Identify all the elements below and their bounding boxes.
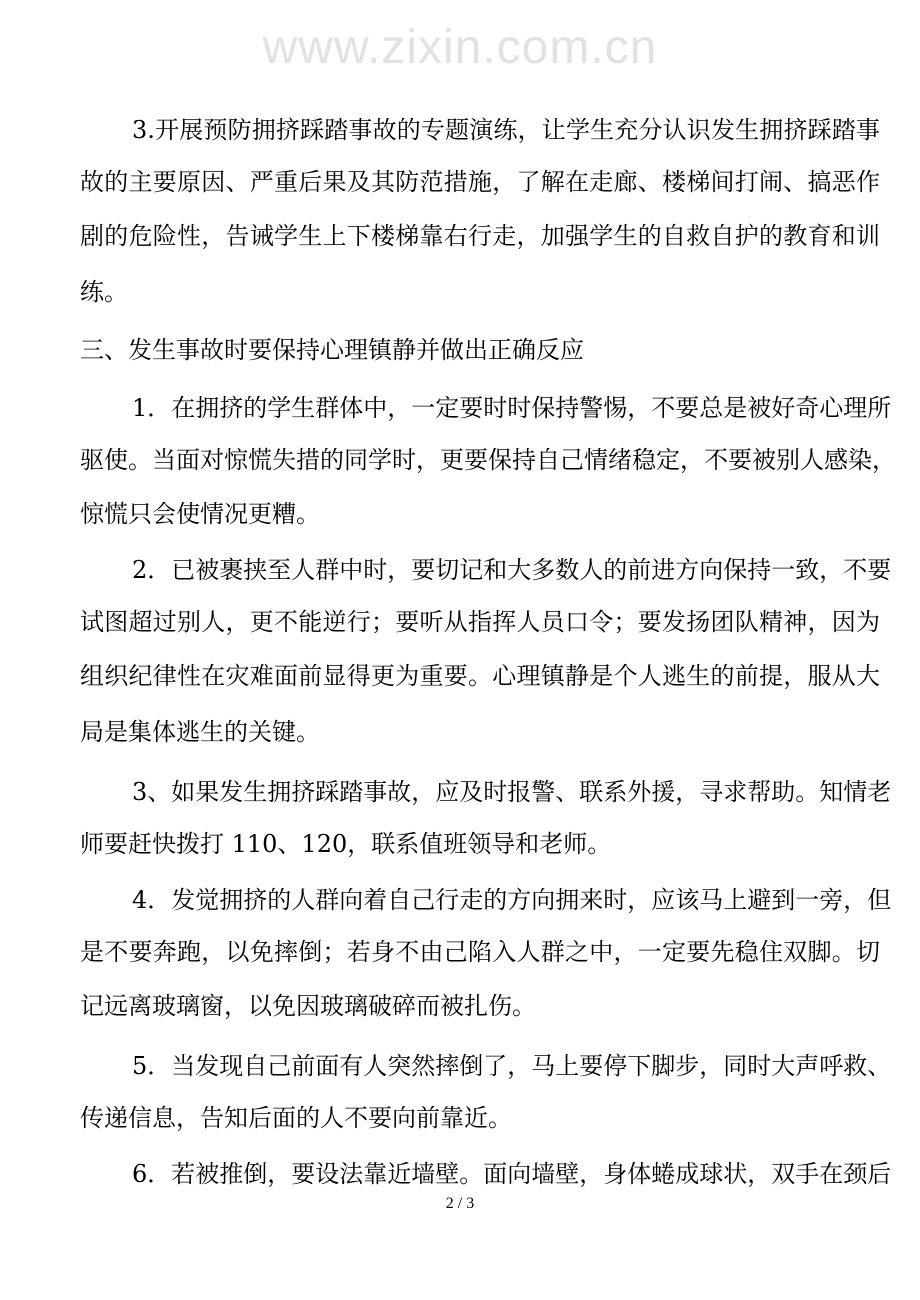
paragraph-line: 记远离玻璃窗，以免因玻璃破碎而被扎伤。 xyxy=(80,992,536,1020)
paragraph-line: 2．已被裹挟至人群中时，要切记和大多数人的前进方向保持一致，不要 xyxy=(132,556,892,584)
paragraph-line: 惊慌只会使情况更糟。 xyxy=(80,500,320,528)
paragraph-line: 局是集体逃生的关键。 xyxy=(80,718,320,746)
paragraph-line: 6．若被推倒，要设法靠近墙壁。面向墙壁，身体蜷成球状，双手在颈后 xyxy=(132,1160,892,1188)
paragraph-line: 练。 xyxy=(80,278,128,306)
paragraph-line: 师要赶快拨打 110、120，联系值班领导和老师。 xyxy=(80,830,612,858)
paragraph-line: 3、如果发生拥挤踩踏事故，应及时报警、联系外援，寻求帮助。知情老 xyxy=(132,778,892,806)
section-heading: 三、发生事故时要保持心理镇静并做出正确反应 xyxy=(80,336,584,364)
paragraph-line: 传递信息，告知后面的人不要向前靠近。 xyxy=(80,1104,512,1132)
paragraph-line: 故的主要原因、严重后果及其防范措施，了解在走廊、楼梯间打闹、搞恶作 xyxy=(80,168,880,196)
paragraph-line: 试图超过别人，更不能逆行；要听从指挥人员口令；要发扬团队精神，因为 xyxy=(80,608,880,636)
watermark: www.zixin.com.cn xyxy=(262,21,658,74)
paragraph-line: 1．在拥挤的学生群体中，一定要时时保持警惕，不要总是被好奇心理所 xyxy=(132,394,892,422)
paragraph-line: 剧的危险性，告诫学生上下楼梯靠右行走，加强学生的自救自护的教育和训 xyxy=(80,222,880,250)
paragraph-line: 3.开展预防拥挤踩踏事故的专题演练，让学生充分认识发生拥挤踩踏事 xyxy=(132,116,880,144)
page-number: 2 / 3 xyxy=(445,1195,475,1212)
paragraph-line: 5．当发现自己前面有人突然摔倒了，马上要停下脚步，同时大声呼救、 xyxy=(132,1052,892,1080)
paragraph-line: 驱使。当面对惊慌失措的同学时，更要保持自己情绪稳定，不要被别人感染， xyxy=(80,446,896,474)
paragraph-line: 组织纪律性在灾难面前显得更为重要。心理镇静是个人逃生的前提，服从大 xyxy=(80,662,880,690)
paragraph-line: 4．发觉拥挤的人群向着自己行走的方向拥来时，应该马上避到一旁，但 xyxy=(132,886,892,914)
paragraph-line: 是不要奔跑，以免摔倒；若身不由己陷入人群之中，一定要先稳住双脚。切 xyxy=(80,938,880,966)
